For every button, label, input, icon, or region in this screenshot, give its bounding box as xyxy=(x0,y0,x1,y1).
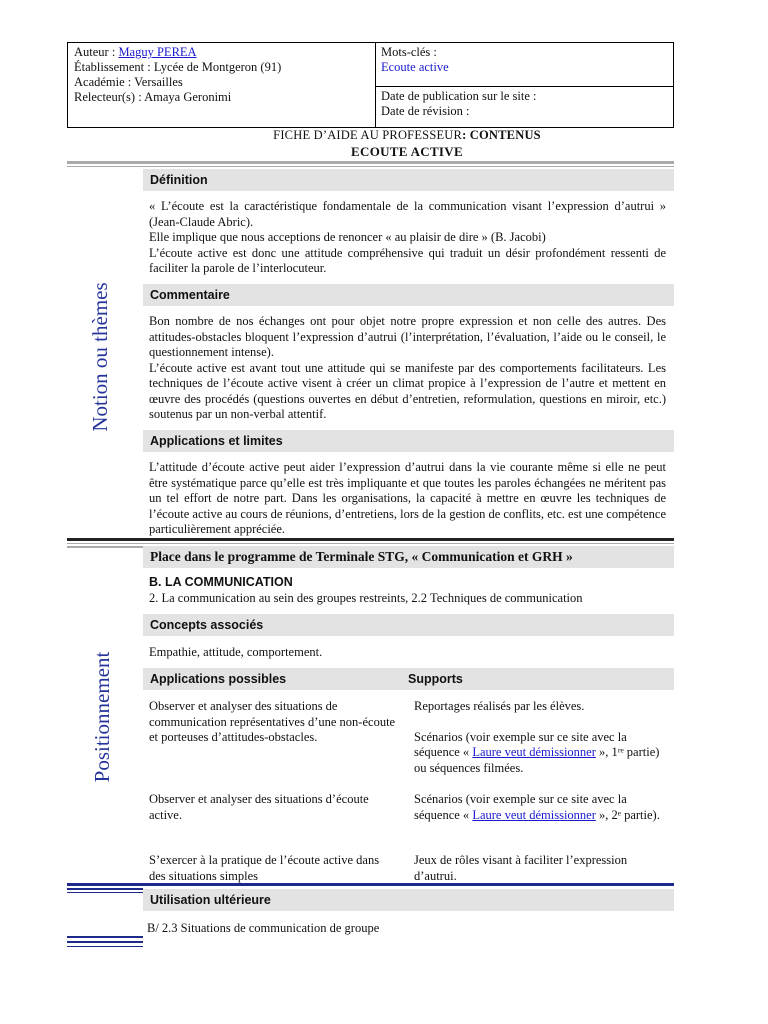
applications-limites-heading: Applications et limites xyxy=(143,430,674,452)
divider xyxy=(67,946,143,947)
header-dates-cell xyxy=(376,87,673,127)
reviewers-line: Relecteur(s) : Amaya Geronimi xyxy=(74,90,232,104)
author-line: Auteur : Maguy PEREA xyxy=(74,45,197,59)
divider xyxy=(67,936,143,938)
revision-date: Date de révision : xyxy=(381,104,470,118)
keywords-value: Ecoute active xyxy=(381,60,449,74)
side-label-positionnement: Positionnement xyxy=(90,651,114,783)
concepts-heading: Concepts associés xyxy=(143,614,674,636)
divider xyxy=(67,538,674,541)
divider xyxy=(67,546,143,548)
programme-section-title: B. LA COMMUNICATION xyxy=(149,575,293,589)
divider xyxy=(67,161,674,164)
divider xyxy=(67,888,143,890)
author-link[interactable]: Maguy PEREA xyxy=(118,45,197,59)
application-row-1-left: Observer et analyser des situations de communication représentatives d’une non-écoute et porteuses d’attitudes-obstacles. xyxy=(149,699,396,744)
sheet-title: FICHE D’AIDE AU PROFESSEUR: CONTENUS xyxy=(273,128,541,142)
applications-possibles-heading: Applications possibles Supports xyxy=(143,668,674,690)
divider xyxy=(67,941,143,943)
divider xyxy=(67,883,674,886)
header-keywords-cell xyxy=(376,43,673,87)
definition-heading: Définition xyxy=(143,169,674,191)
utilisation-text: B/ 2.3 Situations de communication de groupe xyxy=(147,921,380,935)
application-row-2-right: Scénarios (voir exemple sur ce site avec la séquence « Laure veut démissionner », 2ᵉ partie). xyxy=(414,792,660,822)
application-row-3-left: S’exercer à la pratique de l’écoute active dans des situations simples xyxy=(149,853,380,883)
utilisation-heading: Utilisation ultérieure xyxy=(143,889,674,911)
divider xyxy=(67,892,143,893)
application-row-3-right: Jeux de rôles visant à faciliter l’expression d’autrui. xyxy=(414,853,628,883)
programme-heading: Place dans le programme de Terminale STG, « Communication et GRH » xyxy=(143,546,674,568)
header-author-cell xyxy=(68,43,376,127)
school-line: Établissement : Lycée de Montgeron (91) xyxy=(74,60,282,74)
commentaire-text: Bon nombre de nos échanges ont pour objet notre propre expression et non celle des autres. Des attitudes-obstacles bloquent l’expression d’autrui (l’interprétation, l’évaluation, l’aide ou le conseil, le questionnement intense). L’écoute active est avant tout une attitude qui se manifeste par des comportements facilitateurs. Les techniques de l’écoute active visent à créer un climat propice à l’expression de l’autre et mettent en œuvre des procédés (questions ouvertes en début d’entretien, reformulation, questions en miroir, etc.) soutenus par un non-verbal attentif. xyxy=(149,314,666,421)
supports-heading: Supports xyxy=(408,672,463,686)
definition-text: « L’écoute est la caractéristique fondamentale de la communication visant l’expression d’autrui » (Jean-Claude Abric). Elle implique que nous acceptions de renoncer « au plaisir de dire » (B. Jacobi) L’écoute active est donc une attitude compréhensive qui traduit un désir profondément ressenti de faciliter la parole de l’interlocuteur. xyxy=(149,199,666,275)
commentaire-heading: Commentaire xyxy=(143,284,674,306)
divider xyxy=(67,166,674,167)
concepts-text: Empathie, attitude, comportement. xyxy=(149,645,323,659)
academy-line: Académie : Versailles xyxy=(74,75,183,89)
application-row-1-right: Reportages réalisés par les élèves. Scénarios (voir exemple sur ce site avec la séquence « Laure veut démissionner », 1ʳᵉ partie) ou séquences filmées. xyxy=(414,699,660,775)
programme-section-text: 2. La communication au sein des groupes restreints, 2.2 Techniques de communication xyxy=(149,591,583,605)
header-box xyxy=(67,42,674,128)
laure-link-1[interactable]: Laure veut démissionner xyxy=(472,745,596,759)
laure-link-2[interactable]: Laure veut démissionner xyxy=(472,807,596,822)
applications-limites-text: L’attitude d’écoute active peut aider l’expression d’autrui dans la vie courante même si elle ne peut être systématique parce qu’elle est très impliquante et que toutes les paroles échangées ne méritent pas un tel effort de notre part. Dans les organisations, la capacité à mettre en œuvre les techniques de l’écoute active au cours de réunions, d’entretiens, lors de la gestion de conflits, etc. est une compétence particulièrement appréciée. xyxy=(149,460,666,536)
divider xyxy=(67,543,674,544)
publication-date: Date de publication sur le site : xyxy=(381,89,537,103)
side-label-notions: Notion ou thèmes xyxy=(88,282,112,432)
application-row-2-left: Observer et analyser des situations d’écoute active. xyxy=(149,792,369,822)
keywords-label: Mots-clés : xyxy=(381,45,437,59)
sheet-subtitle: ECOUTE ACTIVE xyxy=(351,144,463,159)
